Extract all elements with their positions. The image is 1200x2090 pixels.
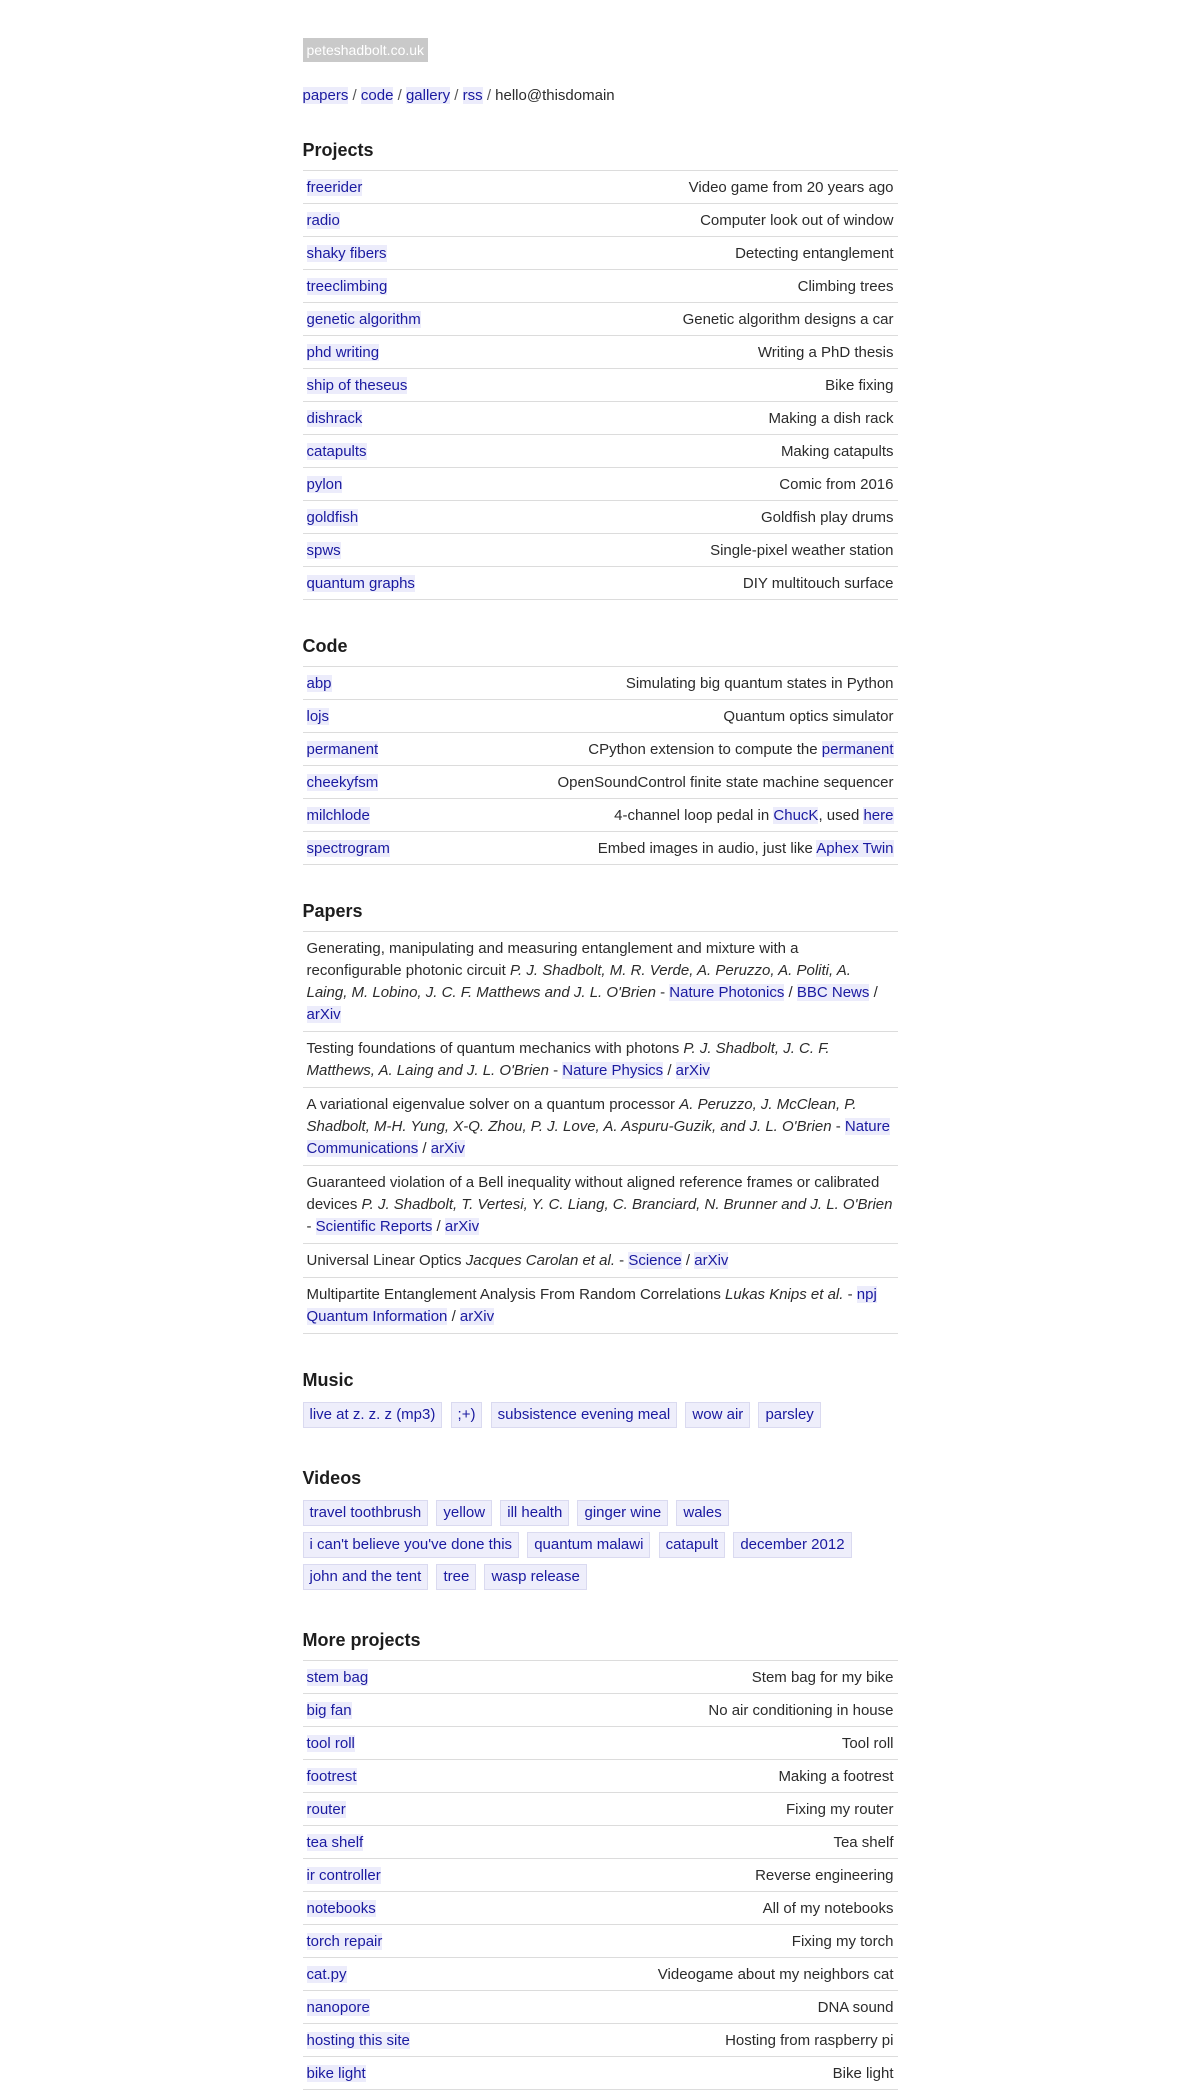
row-name-cell	[303, 468, 516, 501]
project-link[interactable]: cheekyfsm	[306, 773, 379, 791]
row-description	[489, 1727, 897, 1760]
row-name-cell	[303, 2024, 490, 2057]
row-name-cell	[303, 1826, 490, 1859]
table-row	[303, 1760, 898, 1793]
videos-tag[interactable]: tree	[436, 1564, 476, 1590]
row-description	[427, 832, 897, 865]
description-text: Making catapults	[780, 442, 894, 460]
description-text: DNA sound	[817, 1998, 894, 2016]
description-link[interactable]: permanent	[821, 740, 894, 758]
description-text: Bike light	[832, 2064, 894, 2082]
row-name-cell	[303, 237, 516, 270]
projects-section	[303, 140, 898, 600]
papers-heading: Papers	[302, 901, 363, 921]
project-link[interactable]: ir controller	[306, 1866, 381, 1884]
row-description	[516, 270, 898, 303]
row-description	[516, 171, 898, 204]
nav-papers-link[interactable]: papers	[302, 87, 349, 104]
paper-link[interactable]: arXiv	[306, 1006, 341, 1023]
project-link[interactable]: genetic algorithm	[306, 310, 421, 328]
music-section	[303, 1370, 898, 1432]
paper-item: A variational eigenvalue solver on a quantum processor A. Peruzzo, J. McClean, P. Shadbolt, M-H. Yung, X-Q. Zhou, P. J. Love, A. Aspuru-Guzik, and J. L. O'Brien - Nature Communications / arXiv	[303, 1088, 898, 1166]
row-name-cell	[303, 1892, 490, 1925]
code-table	[303, 666, 898, 865]
row-description	[489, 1859, 897, 1892]
project-link[interactable]: lojs	[306, 707, 330, 725]
paper-item: Guaranteed violation of a Bell inequality without aligned reference frames or calibrated devices P. J. Shadbolt, T. Vertesi, Y. C. Liang, C. Branciard, N. Brunner and J. L. O'Brien - Scientific Reports / arXiv	[303, 1166, 898, 1244]
description-text: Detecting entanglement	[735, 244, 894, 262]
description-text: Genetic algorithm designs a car	[682, 310, 894, 328]
site-header	[303, 38, 898, 62]
table-row	[303, 766, 898, 799]
more-projects-heading: More projects	[302, 1630, 421, 1650]
row-name-cell	[303, 501, 516, 534]
project-link[interactable]: milchlode	[306, 806, 370, 824]
row-name-cell	[303, 733, 428, 766]
paper-authors: Lukas Knips et al.	[725, 1286, 844, 1303]
videos-tag[interactable]: wasp release	[484, 1564, 586, 1590]
site-title[interactable]: peteshadbolt.co.uk	[303, 38, 429, 62]
table-row	[303, 1859, 898, 1892]
table-row	[303, 1991, 898, 2024]
table-row	[303, 237, 898, 270]
project-link[interactable]: permanent	[306, 740, 379, 758]
project-link[interactable]: footrest	[306, 1767, 357, 1785]
row-name-cell	[303, 567, 516, 600]
row-name-cell	[303, 766, 428, 799]
row-description	[516, 402, 898, 435]
table-row	[303, 1892, 898, 1925]
row-name-cell	[303, 270, 516, 303]
description-text: , used	[818, 806, 864, 824]
table-row	[303, 567, 898, 600]
row-name-cell	[303, 171, 516, 204]
table-row	[303, 667, 898, 700]
description-text: DIY multitouch surface	[742, 574, 894, 592]
paper-item: Multipartite Entanglement Analysis From Random Correlations Lukas Knips et al. - npj Quantum Information / arXiv	[303, 1278, 898, 1334]
description-text: Stem bag for my bike	[751, 1668, 894, 1686]
project-link[interactable]: tool roll	[306, 1734, 355, 1752]
contact-email: hello@thisdomain	[495, 87, 615, 104]
table-row	[303, 303, 898, 336]
row-description	[489, 1991, 897, 2024]
project-link[interactable]: dishrack	[306, 409, 363, 427]
description-text: Quantum optics simulator	[723, 707, 894, 725]
row-name-cell	[303, 534, 516, 567]
row-description	[489, 1760, 897, 1793]
row-name-cell	[303, 1958, 490, 1991]
row-description	[516, 534, 898, 567]
description-text: Making a dish rack	[768, 409, 894, 427]
paper-authors: P. J. Shadbolt, M. R. Verde, A. Peruzzo, A. Politi, A. Laing, M. Lobino, J. C. F. Matthews and J. L. O'Brien	[306, 962, 851, 1001]
music-tag[interactable]: wow air	[685, 1402, 750, 1428]
description-text: Tea shelf	[833, 1833, 894, 1851]
paper-link[interactable]: arXiv	[675, 1062, 710, 1079]
description-text: Embed images in audio, just like	[597, 839, 817, 857]
row-name-cell	[303, 700, 428, 733]
paper-title: Testing foundations of quantum mechanics with photons	[306, 1040, 684, 1057]
description-text: Fixing my torch	[791, 1932, 894, 1950]
paper-authors: Jacques Carolan et al.	[465, 1252, 615, 1269]
project-link[interactable]: goldfish	[306, 508, 359, 526]
row-name-cell	[303, 303, 516, 336]
row-name-cell	[303, 402, 516, 435]
paper-title: A variational eigenvalue solver on a quantum processor	[306, 1096, 680, 1113]
row-description	[489, 2024, 897, 2057]
row-description	[516, 567, 898, 600]
table-row	[303, 2057, 898, 2090]
paper-authors: A. Peruzzo, J. McClean, P. Shadbolt, M-H. Yung, X-Q. Zhou, P. J. Love, A. Aspuru-Guzik, and J. L. O'Brien	[306, 1096, 857, 1135]
description-text: Computer look out of window	[700, 211, 894, 229]
table-row	[303, 1925, 898, 1958]
music-heading: Music	[302, 1370, 354, 1390]
projects-table	[303, 170, 898, 600]
description-text: Bike fixing	[825, 376, 894, 394]
row-name-cell	[303, 832, 428, 865]
paper-link[interactable]: npj Quantum Information	[306, 1286, 877, 1325]
description-link[interactable]: ChucK	[773, 806, 819, 824]
table-row	[303, 468, 898, 501]
description-link[interactable]: here	[863, 806, 894, 824]
paper-item: Generating, manipulating and measuring entanglement and mixture with a reconfigurable photonic circuit P. J. Shadbolt, M. R. Verde, A. Peruzzo, A. Politi, A. Laing, M. Lobino, J. C. F. Matthews and J. L. O'Brien - Nature Photonics / BBC News / arXiv	[303, 932, 898, 1032]
paper-link[interactable]: Nature Communications	[306, 1118, 890, 1157]
paper-link[interactable]: arXiv	[459, 1308, 495, 1325]
row-description	[427, 700, 897, 733]
row-description	[516, 303, 898, 336]
description-text: Fixing my router	[785, 1800, 894, 1818]
row-name-cell	[303, 1661, 490, 1694]
table-row	[303, 1694, 898, 1727]
row-description	[489, 1793, 897, 1826]
project-link[interactable]: bike light	[306, 2064, 366, 2082]
row-description	[489, 1826, 897, 1859]
more-projects-section	[303, 1630, 898, 2090]
table-row	[303, 435, 898, 468]
row-description	[489, 1925, 897, 1958]
project-link[interactable]: radio	[306, 211, 340, 229]
table-row	[303, 204, 898, 237]
music-tag[interactable]: ;+)	[451, 1402, 483, 1428]
row-description	[489, 1694, 897, 1727]
nav-rss-link[interactable]: rss	[462, 87, 483, 104]
videos-tag[interactable]: ill health	[500, 1500, 569, 1526]
row-description	[516, 369, 898, 402]
papers-section	[303, 901, 898, 1334]
videos-tags	[303, 1498, 898, 1594]
project-link[interactable]: quantum graphs	[306, 574, 415, 592]
row-name-cell	[303, 1727, 490, 1760]
project-link[interactable]: spectrogram	[306, 839, 390, 857]
row-description	[427, 733, 897, 766]
description-text: Simulating big quantum states in Python	[625, 674, 894, 692]
row-description	[516, 501, 898, 534]
videos-tag[interactable]: ginger wine	[577, 1500, 668, 1526]
project-link[interactable]: abp	[306, 674, 332, 692]
row-description	[489, 1958, 897, 1991]
description-link[interactable]: Aphex Twin	[816, 839, 894, 857]
paper-authors: P. J. Shadbolt, T. Vertesi, Y. C. Liang, C. Branciard, N. Brunner and J. L. O'Brien	[361, 1196, 893, 1213]
description-text: Hosting from raspberry pi	[725, 2031, 894, 2049]
code-heading: Code	[302, 636, 348, 656]
paper-link[interactable]: Science	[628, 1252, 682, 1269]
table-row	[303, 534, 898, 567]
nav-gallery-link[interactable]: gallery	[405, 87, 451, 104]
paper-link[interactable]: arXiv	[444, 1218, 480, 1235]
table-row	[303, 733, 898, 766]
music-tags	[303, 1400, 898, 1432]
paper-link[interactable]: arXiv	[694, 1252, 729, 1269]
table-row	[303, 1793, 898, 1826]
table-row	[303, 270, 898, 303]
music-tag[interactable]: subsistence evening meal	[491, 1402, 678, 1428]
more-projects-table	[303, 1660, 898, 2090]
description-text: Goldfish play drums	[760, 508, 894, 526]
videos-tag[interactable]: travel toothbrush	[303, 1500, 429, 1526]
row-description	[427, 667, 897, 700]
row-name-cell	[303, 1793, 490, 1826]
description-text: OpenSoundControl finite state machine sequencer	[557, 773, 894, 791]
project-link[interactable]: router	[306, 1800, 346, 1818]
row-description	[516, 204, 898, 237]
project-link[interactable]: freerider	[306, 178, 363, 196]
paper-link[interactable]: Nature Photonics	[669, 984, 785, 1001]
table-row	[303, 1826, 898, 1859]
table-row	[303, 832, 898, 865]
paper-title: Guaranteed violation of a Bell inequality without aligned reference frames or calibrated devices	[306, 1174, 880, 1213]
table-row	[303, 369, 898, 402]
paper-title: Multipartite Entanglement Analysis From Random Correlations	[306, 1286, 726, 1303]
project-link[interactable]: tea shelf	[306, 1833, 364, 1851]
project-link[interactable]: ship of theseus	[306, 376, 408, 394]
description-text: All of my notebooks	[762, 1899, 894, 1917]
videos-section	[303, 1468, 898, 1594]
row-name-cell	[303, 799, 428, 832]
table-row	[303, 336, 898, 369]
description-text: Single-pixel weather station	[710, 541, 894, 559]
project-link[interactable]: nanopore	[306, 1998, 370, 2016]
videos-tag[interactable]: wales	[676, 1500, 728, 1526]
row-name-cell	[303, 667, 428, 700]
row-description	[489, 2057, 897, 2090]
table-row	[303, 501, 898, 534]
row-name-cell	[303, 1760, 490, 1793]
row-name-cell	[303, 1859, 490, 1892]
code-section	[303, 636, 898, 865]
description-text: No air conditioning in house	[708, 1701, 894, 1719]
paper-title: Universal Linear Optics	[306, 1252, 466, 1269]
row-description	[489, 1661, 897, 1694]
table-row	[303, 2024, 898, 2057]
nav-code-link[interactable]: code	[360, 87, 394, 104]
paper-authors: P. J. Shadbolt, J. C. F. Matthews, A. Laing and J. L. O'Brien	[306, 1040, 830, 1079]
music-tag[interactable]: parsley	[758, 1402, 820, 1428]
project-link[interactable]: treeclimbing	[306, 277, 388, 295]
table-row	[303, 171, 898, 204]
paper-item: Testing foundations of quantum mechanics with photons P. J. Shadbolt, J. C. F. Matthews, A. Laing and J. L. O'Brien - Nature Physics / arXiv	[303, 1032, 898, 1088]
description-text: Writing a PhD thesis	[757, 343, 894, 361]
description-text: Comic from 2016	[779, 475, 894, 493]
paper-item: Universal Linear Optics Jacques Carolan et al. - Science / arXiv	[303, 1244, 898, 1278]
description-text: 4-channel loop pedal in	[614, 806, 774, 824]
row-description	[516, 336, 898, 369]
row-name-cell	[303, 2057, 490, 2090]
table-row	[303, 700, 898, 733]
videos-tag[interactable]: john and the tent	[303, 1564, 429, 1590]
description-text: Video game from 20 years ago	[688, 178, 894, 196]
table-row	[303, 1958, 898, 1991]
description-text: Videogame about my neighbors cat	[657, 1965, 894, 1983]
table-row	[303, 799, 898, 832]
table-row	[303, 1727, 898, 1760]
videos-tag[interactable]: quantum malawi	[527, 1532, 650, 1558]
description-text: Making a footrest	[778, 1767, 894, 1785]
table-row	[303, 402, 898, 435]
project-link[interactable]: catapults	[306, 442, 367, 460]
row-description	[516, 435, 898, 468]
row-description	[516, 237, 898, 270]
description-text: Climbing trees	[797, 277, 894, 295]
table-row	[303, 1661, 898, 1694]
row-description	[516, 468, 898, 501]
music-tag[interactable]: live at z. z. z (mp3)	[303, 1402, 443, 1428]
paper-link[interactable]: Scientific Reports	[315, 1218, 433, 1235]
description-text: Reverse engineering	[755, 1866, 894, 1884]
description-text: CPython extension to compute the	[588, 740, 822, 758]
videos-heading: Videos	[302, 1468, 362, 1488]
paper-link[interactable]: arXiv	[430, 1140, 465, 1157]
row-name-cell	[303, 336, 516, 369]
row-name-cell	[303, 204, 516, 237]
paper-link[interactable]: BBC News	[796, 984, 870, 1001]
project-link[interactable]: shaky fibers	[306, 244, 387, 262]
row-name-cell	[303, 1694, 490, 1727]
project-link[interactable]: phd writing	[306, 343, 380, 361]
row-description	[427, 799, 897, 832]
description-text: Tool roll	[841, 1734, 894, 1752]
row-name-cell	[303, 435, 516, 468]
row-description	[427, 766, 897, 799]
videos-tag[interactable]: yellow	[436, 1500, 492, 1526]
project-link[interactable]: stem bag	[306, 1668, 369, 1686]
papers-list	[303, 931, 898, 1334]
top-nav: papers / code / gallery / rss / hello@thisdomain	[302, 87, 615, 104]
project-link[interactable]: big fan	[306, 1701, 352, 1719]
paper-link[interactable]: Nature Physics	[562, 1062, 664, 1079]
row-name-cell	[303, 369, 516, 402]
page-content	[303, 0, 898, 2090]
row-name-cell	[303, 1991, 490, 2024]
project-link[interactable]: spws	[306, 541, 341, 559]
videos-tag[interactable]: catapult	[659, 1532, 726, 1558]
paper-title: Generating, manipulating and measuring entanglement and mixture with a reconfigurable photonic circuit	[306, 940, 799, 979]
videos-tag[interactable]: december 2012	[733, 1532, 851, 1558]
row-name-cell	[303, 1925, 490, 1958]
project-link[interactable]: cat.py	[306, 1965, 347, 1983]
videos-tag[interactable]: i can't believe you've done this	[303, 1532, 520, 1558]
projects-heading: Projects	[302, 140, 374, 160]
project-link[interactable]: hosting this site	[306, 2031, 410, 2049]
project-link[interactable]: notebooks	[306, 1899, 376, 1917]
row-description	[489, 1892, 897, 1925]
project-link[interactable]: torch repair	[306, 1932, 383, 1950]
project-link[interactable]: pylon	[306, 475, 343, 493]
